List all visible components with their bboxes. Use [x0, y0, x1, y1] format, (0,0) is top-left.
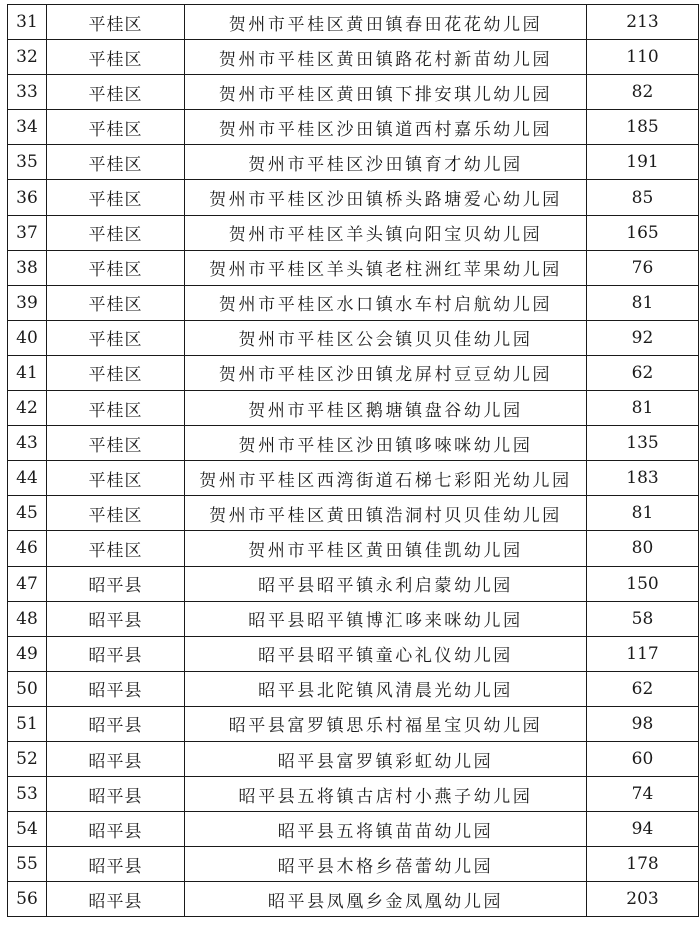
- district-cell: 平桂区: [47, 496, 185, 531]
- district-cell: 昭平县: [47, 706, 185, 741]
- row-number: 44: [8, 461, 47, 496]
- district-cell: 平桂区: [47, 215, 185, 250]
- row-number: 45: [8, 496, 47, 531]
- enrollment-count-cell: 185: [587, 110, 699, 145]
- enrollment-count-cell: 74: [587, 777, 699, 812]
- district-cell: 平桂区: [47, 285, 185, 320]
- district-cell: 平桂区: [47, 145, 185, 180]
- row-number: 46: [8, 531, 47, 566]
- table-row: [8, 636, 699, 671]
- enrollment-count-cell: 183: [587, 461, 699, 496]
- kindergarten-name-cell: 昭平县富罗镇彩虹幼儿园: [185, 741, 587, 776]
- enrollment-count-cell: 80: [587, 531, 699, 566]
- kindergarten-name-cell: 贺州市平桂区沙田镇道西村嘉乐幼儿园: [185, 110, 587, 145]
- row-number: 51: [8, 706, 47, 741]
- table-row: [8, 882, 699, 917]
- enrollment-count-cell: 92: [587, 320, 699, 355]
- enrollment-count-cell: 110: [587, 40, 699, 75]
- enrollment-count-cell: 98: [587, 706, 699, 741]
- kindergarten-name-cell: 贺州市平桂区公会镇贝贝佳幼儿园: [185, 320, 587, 355]
- enrollment-count-cell: 60: [587, 741, 699, 776]
- kindergarten-name-cell: 贺州市平桂区沙田镇桥头路塘爱心幼儿园: [185, 180, 587, 215]
- kindergarten-name-cell: 贺州市平桂区黄田镇佳凯幼儿园: [185, 531, 587, 566]
- district-cell: 平桂区: [47, 461, 185, 496]
- kindergarten-name-cell: 昭平县五将镇苗苗幼儿园: [185, 812, 587, 847]
- row-number: 53: [8, 777, 47, 812]
- kindergarten-name-cell: 贺州市平桂区黄田镇下排安琪儿幼儿园: [185, 75, 587, 110]
- kindergarten-name-cell: 昭平县五将镇古店村小燕子幼儿园: [185, 777, 587, 812]
- kindergarten-table: [7, 4, 699, 917]
- row-number: 54: [8, 812, 47, 847]
- enrollment-count-cell: 62: [587, 671, 699, 706]
- table-row: [8, 75, 699, 110]
- kindergarten-name-cell: 贺州市平桂区黄田镇浩洞村贝贝佳幼儿园: [185, 496, 587, 531]
- enrollment-count-cell: 213: [587, 5, 699, 40]
- kindergarten-name-cell: 昭平县昭平镇博汇哆来咪幼儿园: [185, 601, 587, 636]
- row-number: 32: [8, 40, 47, 75]
- row-number: 43: [8, 426, 47, 461]
- district-cell: 平桂区: [47, 110, 185, 145]
- table-row: [8, 706, 699, 741]
- enrollment-count-cell: 81: [587, 285, 699, 320]
- enrollment-count-cell: 82: [587, 75, 699, 110]
- enrollment-count-cell: 76: [587, 250, 699, 285]
- row-number: 52: [8, 741, 47, 776]
- table-row: [8, 812, 699, 847]
- row-number: 33: [8, 75, 47, 110]
- kindergarten-name-cell: 昭平县昭平镇童心礼仪幼儿园: [185, 636, 587, 671]
- table-row: [8, 215, 699, 250]
- table-row: [8, 426, 699, 461]
- table-row: [8, 741, 699, 776]
- row-number: 35: [8, 145, 47, 180]
- district-cell: 平桂区: [47, 75, 185, 110]
- district-cell: 昭平县: [47, 847, 185, 882]
- enrollment-count-cell: 81: [587, 391, 699, 426]
- district-cell: 昭平县: [47, 812, 185, 847]
- kindergarten-name-cell: 贺州市平桂区西湾街道石梯七彩阳光幼儿园: [185, 461, 587, 496]
- row-number: 50: [8, 671, 47, 706]
- enrollment-count-cell: 85: [587, 180, 699, 215]
- row-number: 41: [8, 355, 47, 390]
- table-row: [8, 110, 699, 145]
- kindergarten-name-cell: 昭平县凤凰乡金凤凰幼儿园: [185, 882, 587, 917]
- kindergarten-name-cell: 贺州市平桂区羊头镇向阳宝贝幼儿园: [185, 215, 587, 250]
- district-cell: 平桂区: [47, 391, 185, 426]
- row-number: 49: [8, 636, 47, 671]
- kindergarten-name-cell: 贺州市平桂区鹅塘镇盘谷幼儿园: [185, 391, 587, 426]
- district-cell: 平桂区: [47, 5, 185, 40]
- table-row: [8, 5, 699, 40]
- kindergarten-name-cell: 贺州市平桂区黄田镇春田花花幼儿园: [185, 5, 587, 40]
- table-row: [8, 355, 699, 390]
- table-row: [8, 671, 699, 706]
- kindergarten-name-cell: 昭平县北陀镇风清晨光幼儿园: [185, 671, 587, 706]
- table-row: [8, 566, 699, 601]
- enrollment-count-cell: 165: [587, 215, 699, 250]
- enrollment-count-cell: 135: [587, 426, 699, 461]
- district-cell: 昭平县: [47, 636, 185, 671]
- table-row: [8, 285, 699, 320]
- row-number: 55: [8, 847, 47, 882]
- table-row: [8, 391, 699, 426]
- enrollment-count-cell: 58: [587, 601, 699, 636]
- kindergarten-name-cell: 贺州市平桂区羊头镇老柱洲红苹果幼儿园: [185, 250, 587, 285]
- row-number: 48: [8, 601, 47, 636]
- kindergarten-name-cell: 昭平县木格乡蓓蕾幼儿园: [185, 847, 587, 882]
- district-cell: 昭平县: [47, 882, 185, 917]
- district-cell: 昭平县: [47, 777, 185, 812]
- row-number: 38: [8, 250, 47, 285]
- table-row: [8, 777, 699, 812]
- table-row: [8, 461, 699, 496]
- district-cell: 平桂区: [47, 355, 185, 390]
- kindergarten-name-cell: 贺州市平桂区黄田镇路花村新苗幼儿园: [185, 40, 587, 75]
- table-row: [8, 145, 699, 180]
- district-cell: 平桂区: [47, 426, 185, 461]
- district-cell: 昭平县: [47, 566, 185, 601]
- district-cell: 平桂区: [47, 531, 185, 566]
- table-row: [8, 320, 699, 355]
- kindergarten-name-cell: 贺州市平桂区水口镇水车村启航幼儿园: [185, 285, 587, 320]
- table-row: [8, 496, 699, 531]
- row-number: 39: [8, 285, 47, 320]
- row-number: 40: [8, 320, 47, 355]
- row-number: 34: [8, 110, 47, 145]
- table-row: [8, 601, 699, 636]
- table-row: [8, 847, 699, 882]
- kindergarten-name-cell: 昭平县昭平镇永利启蒙幼儿园: [185, 566, 587, 601]
- enrollment-count-cell: 203: [587, 882, 699, 917]
- kindergarten-name-cell: 贺州市平桂区沙田镇龙屏村豆豆幼儿园: [185, 355, 587, 390]
- kindergarten-name-cell: 贺州市平桂区沙田镇育才幼儿园: [185, 145, 587, 180]
- district-cell: 平桂区: [47, 40, 185, 75]
- table-row: [8, 40, 699, 75]
- district-cell: 昭平县: [47, 601, 185, 636]
- kindergarten-name-cell: 贺州市平桂区沙田镇哆唻咪幼儿园: [185, 426, 587, 461]
- enrollment-count-cell: 191: [587, 145, 699, 180]
- row-number: 31: [8, 5, 47, 40]
- row-number: 37: [8, 215, 47, 250]
- row-number: 47: [8, 566, 47, 601]
- kindergarten-name-cell: 昭平县富罗镇思乐村福星宝贝幼儿园: [185, 706, 587, 741]
- table-body: [8, 5, 699, 917]
- enrollment-count-cell: 117: [587, 636, 699, 671]
- row-number: 42: [8, 391, 47, 426]
- enrollment-count-cell: 150: [587, 566, 699, 601]
- district-cell: 平桂区: [47, 250, 185, 285]
- enrollment-count-cell: 178: [587, 847, 699, 882]
- row-number: 56: [8, 882, 47, 917]
- district-cell: 平桂区: [47, 320, 185, 355]
- row-number: 36: [8, 180, 47, 215]
- table-row: [8, 250, 699, 285]
- table-row: [8, 531, 699, 566]
- enrollment-count-cell: 94: [587, 812, 699, 847]
- district-cell: 昭平县: [47, 741, 185, 776]
- enrollment-count-cell: 62: [587, 355, 699, 390]
- table-row: [8, 180, 699, 215]
- district-cell: 平桂区: [47, 180, 185, 215]
- district-cell: 昭平县: [47, 671, 185, 706]
- enrollment-count-cell: 81: [587, 496, 699, 531]
